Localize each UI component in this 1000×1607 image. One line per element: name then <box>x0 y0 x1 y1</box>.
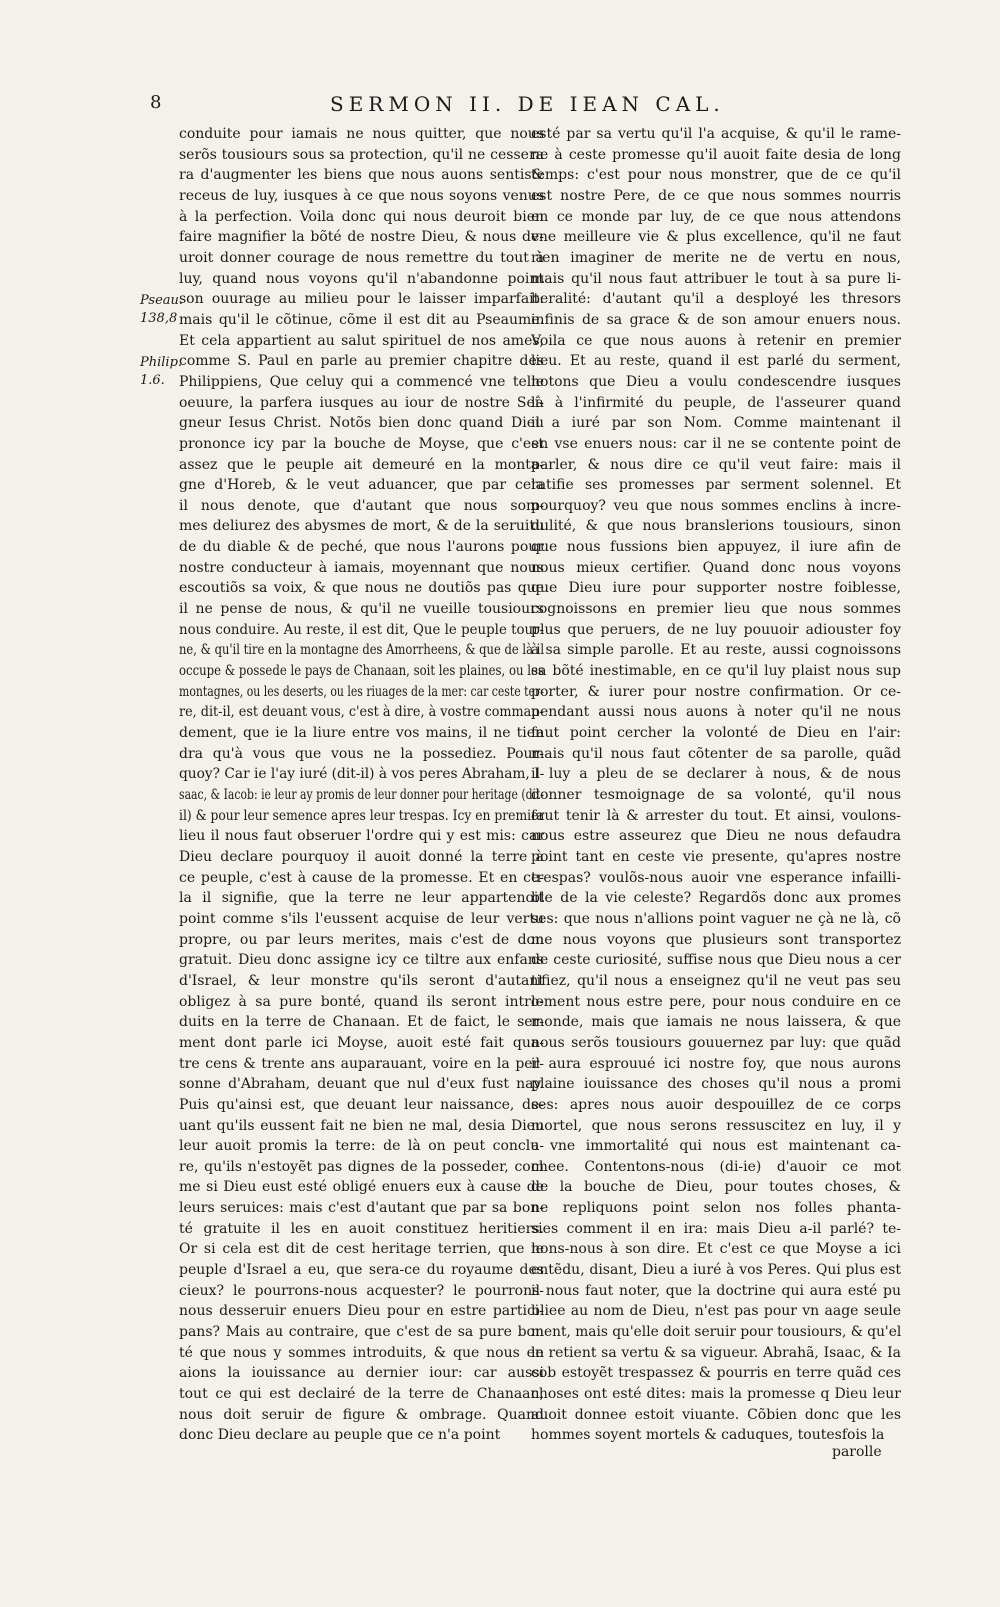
text-line: de du diable & de peché, que nous l'aurons pour <box>179 539 544 556</box>
text-line: ble de la vie celeste? Regardõs donc aux promes <box>531 890 901 907</box>
margin-note-ref: 138,8 <box>140 311 178 326</box>
text-line: dement, que ie la liure entre vos mains, il ne tien <box>179 725 544 742</box>
text-line: uroit donner courage de nous remettre du tout à <box>179 249 544 266</box>
text-line: tre cens & trente ans auparauant, voire en la per- <box>179 1055 544 1072</box>
text-line: ment dont parle ici Moyse, auoit esté fait qua- <box>179 1034 544 1051</box>
margin-note-ref: 1.6. <box>140 373 165 388</box>
text-line: sonne d'Abraham, deuant que nul d'eux fust nay. <box>179 1076 544 1093</box>
text-line: il nous faut noter, que la doctrine qui aura esté pu <box>531 1282 901 1299</box>
text-line: la il signifie, que la terre ne leur appartenoit <box>179 890 544 907</box>
text-line: que Dieu iure pour supporter nostre foiblesse, <box>531 580 901 597</box>
text-line: cieux? le pourrons-nous acquester? le pourrons- <box>179 1282 544 1299</box>
text-line: il a iuré par son Nom. Comme maintenant il <box>531 415 901 432</box>
text-line: serõs tousiours sous sa protection, qu'il ne cessera <box>179 146 544 163</box>
text-line: nous conduire. Au reste, il est dit, Que le peuple tour- <box>179 621 544 638</box>
text-line: est nostre Pere, de ce que nous sommes nourris <box>531 187 901 204</box>
text-line: monde, mais que iamais ne nous laissera, & que <box>531 1014 901 1031</box>
text-line: nous mieux certifier. Quand donc nous voyons <box>531 559 901 576</box>
text-line: à la perfection. Voila donc qui nous deuroit bien <box>179 208 544 225</box>
text-line: receus de luy, iusques à ce que nous soyons venus <box>179 187 544 204</box>
text-line: re, dit-il, est deuant vous, c'est à dire, à vostre comman- <box>179 704 544 721</box>
text-line: entẽdu, disant, Dieu a iuré à vos Peres. Qui plus est <box>531 1262 901 1279</box>
right-text-column <box>531 124 901 1446</box>
text-line: chee. Contentons-nous (di-ie) d'auoir ce mot <box>531 1158 901 1175</box>
text-line: donc Dieu declare au peuple que ce n'a point <box>179 1427 501 1444</box>
text-line: aions la iouissance au dernier iour: car aussi <box>179 1365 544 1382</box>
text-line: escoutiõs sa voix, & que nous ne doutiõs pas que <box>179 580 544 597</box>
text-line: nons-nous à son dire. Et c'est ce que Moyse a ici <box>531 1241 901 1258</box>
text-line: Dieu declare pourquoy il auoit donné la terre à <box>179 848 544 865</box>
text-line: sies comment il en ira: mais Dieu a-il parlé? te- <box>531 1220 901 1237</box>
text-line: re, qu'ils n'estoyẽt pas dignes de la posseder, com <box>179 1158 544 1175</box>
text-line: faut tenir là & arrester du tout. Et ainsi, voulons- <box>531 807 901 824</box>
text-line: à sa simple parolle. Et au reste, aussi cognoissons <box>531 642 901 659</box>
text-line: ce peuple, c'est à cause de la promesse. Et en ce- <box>179 869 544 886</box>
text-line: point comme s'ils l'eussent acquise de leur vertu <box>179 910 544 927</box>
text-line: ra d'augmenter les biens que nous auons sentis& <box>179 167 544 184</box>
text-line: plaine iouissance des choses qu'il nous a promi <box>531 1076 901 1093</box>
text-line: saac, & Iacob: ie leur ay promis de leur donner pour heritage (dit- <box>179 787 545 803</box>
text-line: mortel, que nous serons ressuscitez en luy, il y <box>531 1117 901 1134</box>
text-line: il luy a pleu de se declarer à nous, & de nous <box>531 766 901 783</box>
text-line: lieu il nous faut obseruer l'ordre qui y est mis: car <box>179 828 544 845</box>
text-line: quoy? Car ie l'ay iuré (dit-il) à vos peres Abraham, I- <box>179 766 545 783</box>
text-line: mais qu'il nous faut cõtenter de sa parolle, quãd <box>531 745 901 762</box>
text-line: nostre conducteur à iamais, moyennant que nous <box>179 559 544 576</box>
text-line: pendant aussi nous auons à noter qu'il ne nous <box>531 704 901 721</box>
text-line: obligez à sa pure bonté, quand ils seront intro- <box>179 993 544 1010</box>
text-line: porter, & iurer pour nostre confirmation. Or ce- <box>531 683 901 700</box>
text-line: Philippiens, Que celuy qui a commencé vne telle <box>179 373 544 390</box>
text-line: oeuure, la parfera iusques au iour de nostre Sei- <box>179 394 544 411</box>
catchword: parolle <box>832 1444 882 1460</box>
text-line: nous serõs tousiours gouuernez par luy: que quãd <box>531 1034 901 1051</box>
text-line: occupe & possede le pays de Chanaan, soit les plaines, ou les <box>179 663 544 680</box>
text-line: ne, & qu'il tire en la montagne des Amorrheens, & que de là il <box>179 642 545 659</box>
text-line: il ne pense de nous, & qu'il ne vueille tousiours <box>179 601 544 618</box>
text-line: ses: apres nous auoir despouillez de ce corps <box>531 1096 901 1113</box>
text-line: ses: que nous n'allions point vaguer ne çà ne là, cõ <box>531 910 901 927</box>
text-line: Voila ce que nous auons à retenir en premier <box>531 332 901 349</box>
text-line: point tant en ceste vie presente, qu'apres nostre <box>531 848 901 865</box>
text-line: il) & pour leur semence apres leur trespas. Icy en premier <box>179 807 545 824</box>
text-line: gne d'Horeb, & le veut aduancer, que par cela <box>179 477 544 494</box>
text-line: me si Dieu eust esté obligé enuers eux à cause de <box>179 1179 544 1196</box>
text-line: pourquoy? veu que nous sommes enclins à incre- <box>531 497 901 514</box>
text-line: assez que le peuple ait demeuré en la monta- <box>179 456 544 473</box>
text-line: peuple d'Israel a eu, que sera-ce du royaume des <box>179 1262 544 1279</box>
text-line: tifiez, qu'il nous a enseignez qu'il ne veut pas seu <box>531 972 901 989</box>
text-line: Et cela appartient au salut spirituel de nos ames, <box>179 332 544 349</box>
text-line: faire magnifier la bõté de nostre Dieu, & nous de- <box>179 229 544 246</box>
text-line: cob estoyẽt trespassez & pourris en terre quãd ces <box>531 1365 901 1382</box>
text-line: dra qu'à vous que vous ne la possediez. Pour- <box>179 745 544 762</box>
text-line: il aura esprouué ici nostre foy, que nous aurons <box>531 1055 901 1072</box>
text-line: d'Israel, & leur monstre qu'ils seront d'autant <box>179 972 544 989</box>
text-line: lement nous estre pere, pour nous conduire en ce <box>531 993 901 1010</box>
text-line: de ceste curiosité, suffise nous que Dieu nous a cer <box>531 952 901 969</box>
text-line: beralité: d'autant qu'il a desployé les thresors <box>531 291 901 308</box>
text-line: lieu. Et au reste, quand il est parlé du serment, <box>531 353 901 370</box>
text-line: mais qu'il nous faut attribuer le tout à sa pure li- <box>531 270 901 287</box>
text-line: comme S. Paul en parle au premier chapitre des <box>179 353 544 370</box>
page-header <box>150 92 970 118</box>
text-line: que nous fussions bien appuyez, il iure afin de <box>531 539 901 556</box>
text-line: ne repliquons point selon nos folles phanta- <box>531 1200 901 1217</box>
text-line: leurs seruices: mais c'est d'autant que par sa bon- <box>179 1200 544 1217</box>
margin-note-psalm <box>140 292 184 328</box>
text-line: conduite pour iamais ne nous quitter, que nous <box>179 126 544 142</box>
text-line: en ce monde par luy, de ce que nous attendons <box>531 208 901 225</box>
text-line: Or si cela est dit de cest heritage terrien, que le <box>179 1241 544 1258</box>
text-line: plus que peruers, de ne luy pouuoir adiouster foy <box>531 621 901 638</box>
margin-note-text: Pseau. <box>140 293 184 308</box>
text-line: auoit donnee estoit viuante. Cõbien donc que les <box>531 1406 901 1423</box>
text-line: uant qu'ils eussent fait ne bien ne mal, desia Dieu <box>179 1117 544 1134</box>
text-line: en vse enuers nous: car il ne se contente point de <box>531 435 901 452</box>
margin-note-text: Philip. <box>140 355 183 370</box>
text-line: notons que Dieu a voulu condescendre iusques <box>531 373 901 390</box>
text-line: me nous voyons que plusieurs sont transportez <box>531 931 901 948</box>
text-line: faut point cercher la volonté de Dieu en l'air: <box>531 725 901 742</box>
text-line: hommes soyent mortels & caduques, toutesfois la <box>531 1427 885 1444</box>
text-line: esté par sa vertu qu'il l'a acquise, & qu'il le rame- <box>531 126 901 142</box>
text-line: choses ont esté dites: mais la promesse q Dieu leur <box>531 1386 901 1403</box>
running-title: SERMON II. DE IEAN CAL. <box>330 92 725 116</box>
text-line: nous desseruir enuers Dieu pour en estre partici- <box>179 1303 544 1320</box>
text-line: cognoissons en premier lieu que nous sommes <box>531 601 901 618</box>
text-line: gneur Iesus Christ. Notõs bien donc quand Dieu <box>179 415 544 432</box>
text-line: prononce icy par la bouche de Moyse, que c'est <box>179 435 544 452</box>
text-line: bliee au nom de Dieu, n'est pas pour vn aage seule <box>531 1303 901 1320</box>
text-line: té gratuite il les en auoit constituez heritiers. <box>179 1220 544 1237</box>
text-line: le retient sa vertu & sa vigueur. Abrahã, Isaac, & Ia <box>531 1344 901 1361</box>
text-line: donner tesmoignage de sa volonté, qu'il nous <box>531 787 901 803</box>
text-line: nous estre asseurez que Dieu ne nous defaudra <box>531 828 901 845</box>
text-line: mes deliurez des abysmes de mort, & de la seruitu <box>179 518 544 535</box>
text-line: trespas? voulõs-nous auoir vne esperance infailli- <box>531 869 901 886</box>
page-number: 8 <box>150 92 162 113</box>
text-line: pans? Mais au contraire, que c'est de sa pure bon <box>179 1324 544 1341</box>
text-line: ment, mais qu'elle doit seruir pour tousiours, & qu'el <box>531 1324 902 1341</box>
text-line: mais qu'il le cõtinue, cõme il est dit au Pseaume. <box>179 311 544 328</box>
text-line: là à l'infirmité du peuple, de l'asseurer quand <box>531 394 901 411</box>
text-line: té que nous y sommes introduits, & que nous en <box>179 1344 544 1361</box>
text-line: sa bõté inestimable, en ce qu'il luy plaist nous sup <box>531 663 901 680</box>
text-line: dulité, & que nous branslerions tousiours, sinon <box>531 518 901 535</box>
text-line: de la bouche de Dieu, pour toutes choses, & <box>531 1179 901 1196</box>
text-line: temps: c'est pour nous monstrer, que de ce qu'il <box>531 167 901 184</box>
text-line: il nous denote, que d'autant que nous som- <box>179 497 544 514</box>
text-line: son ouurage au milieu pour le laisser imparfait: <box>179 291 544 308</box>
margin-note-philippians <box>140 354 183 390</box>
text-line: gratuit. Dieu donc assigne icy ce tiltre aux enfans <box>179 952 544 969</box>
text-line: propre, ou par leurs merites, mais c'est de don <box>179 931 544 948</box>
text-line: ne à ceste promesse qu'il auoit faite desia de long <box>531 146 901 163</box>
text-line: tout ce qui est declairé de la terre de Chanaan, <box>179 1386 544 1403</box>
text-line: ratifie ses promesses par serment solennel. Et <box>531 477 901 494</box>
text-line: duits en la terre de Chanaan. Et de faict, le ser- <box>179 1014 544 1031</box>
text-line: parler, & nous dire ce qu'il veut faire: mais il <box>531 456 901 473</box>
text-line: Puis qu'ainsi est, que deuant leur naissance, de- <box>179 1096 544 1113</box>
text-line: vne meilleure vie & plus excellence, qu'il ne faut <box>531 229 901 246</box>
text-line: nous doit seruir de figure & ombrage. Quand <box>179 1406 544 1423</box>
text-line: luy, quand nous voyons qu'il n'abandonne point <box>179 270 544 287</box>
text-line: leur auoit promis la terre: de là on peut conclu- <box>179 1138 544 1155</box>
text-line: infinis de sa grace & de son amour enuers nous. <box>531 311 901 328</box>
text-line: a vne immortalité qui nous est maintenant ca- <box>531 1138 901 1155</box>
text-line: montagnes, ou les deserts, ou les riuages de la mer: car ceste ter- <box>179 683 544 700</box>
left-text-column <box>179 124 544 1446</box>
text-line: rien imaginer de merite ne de vertu en nous, <box>531 249 901 266</box>
